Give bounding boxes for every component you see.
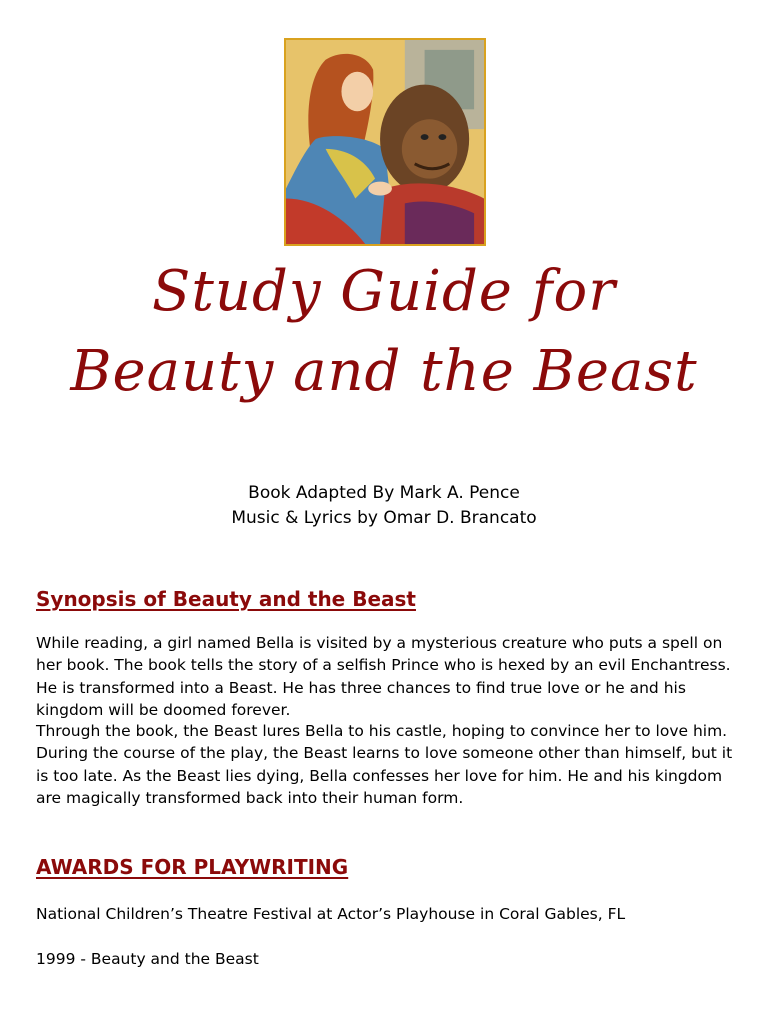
awards-entry: 1999 - Beauty and the Beast (36, 950, 259, 968)
synopsis-paragraph-1: While reading, a girl named Bella is visited by a mysterious creature who puts a spell on her book. The book tells the story of a selfish Prince who is hexed by an evil Enchantress. He is transformed into a Beast. He has three chances to find true love or he and his kingdom will be doomed forever. (36, 634, 731, 719)
awards-heading: AWARDS FOR PLAYWRITING (36, 855, 349, 879)
synopsis-paragraph-2: Through the book, the Beast lures Bella to his castle, hoping to convince her to love him. During the course of the play, the Beast learns to love someone other than himself, but it is too late. As the Beast lies dying, Bella confesses her love for him. He and his kingdom are magically transformed back into their human form. (36, 722, 733, 807)
credit-music: Music & Lyrics by Omar D. Brancato (231, 508, 537, 528)
beauty-and-beast-image (286, 40, 484, 244)
cover-illustration (284, 38, 486, 246)
awards-festival: National Children’s Theatre Festival at Actor’s Playhouse in Coral Gables, FL (36, 905, 626, 923)
page-title-line-1: Study Guide for (152, 259, 616, 324)
synopsis-heading: Synopsis of Beauty and the Beast (36, 587, 416, 611)
credit-book: Book Adapted By Mark A. Pence (248, 483, 520, 503)
page-title-line-2: Beauty and the Beast (70, 339, 698, 404)
